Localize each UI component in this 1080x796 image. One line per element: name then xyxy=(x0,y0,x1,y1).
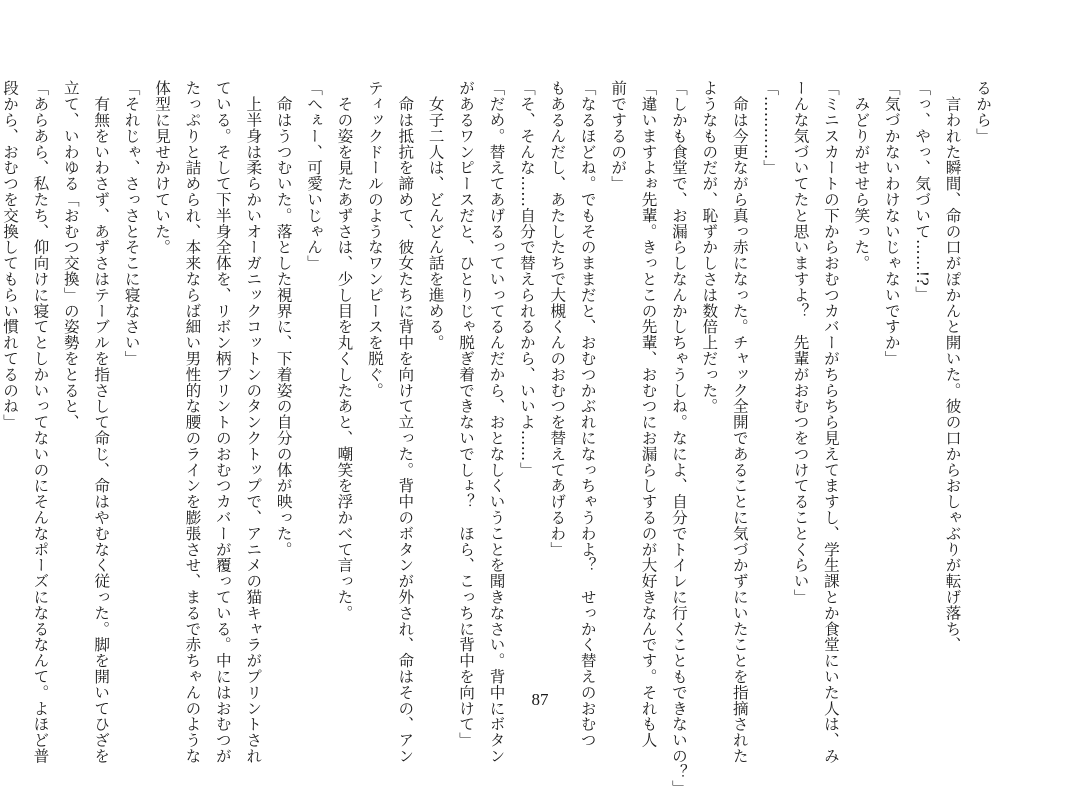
text-line: ようなものだが、恥ずかしさは数倍上だった。 xyxy=(700,80,719,414)
text-line: ーんな気づいてたと思いますよ？ 先輩がおむつをつけてることくらい」 xyxy=(791,80,810,605)
text-line: みどりがせせら笑った。 xyxy=(852,80,871,271)
text-line: 「しかも食堂で、お漏らしなんかしちゃうしね。なによ、自分でトイレに行くこともできないの？」 xyxy=(669,80,688,796)
text-line: 女子二人は、どんどん話を進める。 xyxy=(426,80,445,351)
text-line: 「気づかないわけないじゃないですか」 xyxy=(882,80,901,367)
text-line: 「だめ。替えてあげるっていってるんだから、おとなしくいうことを聞きなさい。背中にボタン xyxy=(487,80,506,764)
text-line: たっぷりと詰められ、本来ならば細い男性的な腰のラインを膨張させ、まるで赤ちゃんのような xyxy=(183,80,202,764)
page-number: 87 xyxy=(531,690,549,709)
text-line: 立て、いわゆる「おむつ交換」の姿勢をとると、 xyxy=(61,80,80,430)
text-line: 前でするのが」 xyxy=(609,80,628,192)
text-line: 「なるほどね。でもそのままだと、おむつかぶれになっちゃうわよ？ せっかく替えのおむつ xyxy=(578,80,597,748)
text-line: ている。そして下半身全体を、リボン柄プリントのおむつカバーが覆っている。中にはおむつが xyxy=(213,80,232,764)
text-line: 体型に見せかけていた。 xyxy=(153,80,172,255)
text-line: 命は今更ながら真っ赤になった。チャック全開であることに気づかずにいたことを指摘された xyxy=(730,80,749,764)
text-line: 命はうつむいた。落とした視界に、下着姿の自分の体が映った。 xyxy=(274,80,293,557)
text-line: 上半身は柔らかいオーガニックコットンのタンクトップで、アニメの猫キャラがプリントされ xyxy=(244,80,263,764)
text-line: 「そ、そんな……自分で替えられるから、いいよ……」 xyxy=(517,80,536,478)
text-line: 命は抵抗を諦めて、彼女たちに背中を向けて立った。背中のボタンが外され、命はその、アン xyxy=(396,80,415,764)
text-line: もあるんだし、あたしたちで大槻くんのおむつを替えてあげるわ」 xyxy=(548,80,567,557)
text-line: その姿を見たあずさは、少し目を丸くしたあと、嘲笑を浮かべて言った。 xyxy=(335,80,354,621)
text-line: 言われた瞬間、命の口がぽかんと開いた。彼の口からおしゃぶりが転げ落ち、 xyxy=(943,80,962,653)
text-line: 「へぇー、可愛いじゃん」 xyxy=(305,80,324,271)
text-line: 「違いますよぉ先輩。きっとこの先輩、おむつにお漏らしするのが大好きなんです。それも人 xyxy=(639,80,658,748)
text-line: 「っ、やっ、気づいて……!?」 xyxy=(913,80,932,302)
text-line: 「…………」 xyxy=(761,80,780,176)
text-line: 有無をいわさず、あずさはテーブルを指さして命じ、命はやむなく従った。脚を開いてひざを xyxy=(92,80,111,764)
text-line: ティックドールのようなワンピースを脱ぐ。 xyxy=(365,80,384,398)
text-line: 「ミニスカートの下からおむつカバーがちらちら見えてますし、学生課とか食堂にいた人は、み xyxy=(821,80,840,764)
text-line: るから」 xyxy=(974,80,992,144)
text-line: があるワンピースだと、ひとりじゃ脱ぎ着できないでしょ？ ほら、こっちに背中を向けて」 xyxy=(457,80,476,748)
text-line: 段から、おむつを交換してもらい慣れてるのね」 xyxy=(1,80,19,430)
text-line: 「あらあら、私たち、仰向けに寝てとしかいってないのにそんなポーズになるなんて。よほど普 xyxy=(31,80,50,764)
text-line: 「それじゃ、さっさとそこに寝なさい」 xyxy=(122,80,141,367)
